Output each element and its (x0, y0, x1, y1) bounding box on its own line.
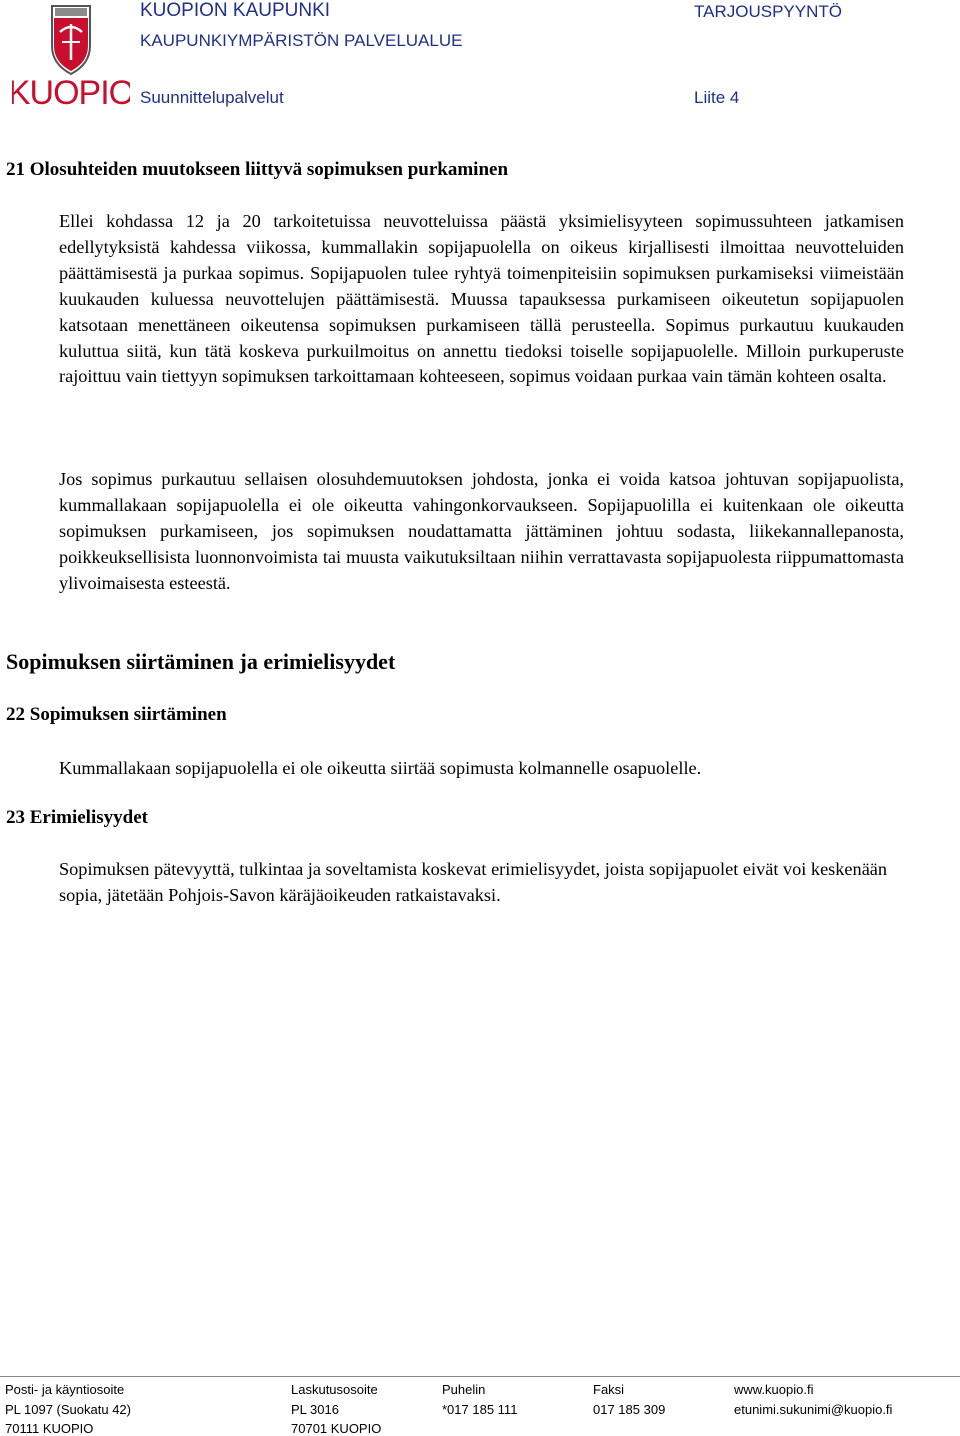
organization-name: KUOPION KAUPUNKI (140, 0, 331, 21)
section-23-heading: 23 Erimielisyydet (6, 807, 148, 828)
section-22-heading: 22 Sopimuksen siirtäminen (6, 704, 227, 725)
footer-fax-number: 017 185 309 (593, 1402, 666, 1417)
section-21-paragraph-1: Ellei kohdassa 12 ja 20 tarkoitetuissa neuvotteluissa päästä yksimielisyyteen sopimussuhteen jatkamisen edellytyksistä kahdessa viikossa, kummallakin sopijapuolella on oikeus kirjallisesti ilmoittaa neuvotteluiden päättämisestä ja purkaa sopimus. Sopijapuolen tulee ryhtyä toimenpiteisiin sopimuksen purkamiseksi viimeistään kuukauden kuluessa neuvottelujen päättämisestä. Muussa tapauksessa purkamiseen oikeutetun sopijapuolen katsotaan menettäneen oikeutensa sopimuksen purkamiseen tällä perusteella. Sopimus purkautuu kuukauden kuluttua siitä, kun tätä koskeva purkuilmoitus on annettu tiedoksi toiselle sopijapuolelle. Milloin purkuperuste rajoittuu vain tiettyyn sopimuksen tarkoittamaan kohteeseen, sopimus voidaan purkaa vain tämän kohteen osalta. (59, 211, 904, 387)
footer-phone-number: *017 185 111 (442, 1402, 518, 1417)
svg-text:KUOPIO: KUOPIO (12, 74, 130, 112)
main-heading: Sopimuksen siirtäminen ja erimielisyydet (6, 649, 396, 674)
department-name: KAUPUNKIYMPÄRISTÖN PALVELUALUE (140, 31, 463, 50)
footer-billing-label: Laskutusosoite (291, 1382, 378, 1397)
document-type: TARJOUSPYYNTÖ (694, 2, 842, 21)
kuopio-logo (12, 4, 130, 112)
footer-phone-label: Puhelin (442, 1382, 486, 1397)
kuopio-coat-of-arms-icon (12, 4, 130, 112)
section-23-paragraph: Sopimuksen pätevyyttä, tulkintaa ja soveltamista koskevat erimielisyydet, joista sopijapuolet eivät voi keskenään sopia, jätetään Pohjois-Savon käräjäoikeuden ratkaistavaksi. (59, 859, 888, 905)
footer-postal-label: Posti- ja käyntiosoite (5, 1382, 125, 1397)
footer-email-link[interactable]: etunimi.sukunimi@kuopio.fi (734, 1402, 893, 1417)
footer-website-link[interactable]: www.kuopio.fi (734, 1382, 814, 1397)
attachment-label: Liite 4 (694, 88, 740, 107)
unit-name: Suunnittelupalvelut (140, 88, 284, 107)
footer-postal-line1: PL 1097 (Suokatu 42) (5, 1402, 131, 1417)
footer-postal-line2: 70111 KUOPIO (5, 1421, 94, 1436)
section-21-paragraph-2: Jos sopimus purkautuu sellaisen olosuhdemuutoksen johdosta, jonka ei voida katsoa johtuvan sopijapuolista, kummallakaan sopijapuolella ei ole oikeutta vahingonkorvaukseen. Sopijapuolilla ei kuitenkaan ole oikeutta sopimuksen purkamiseen, jos sopimuksen noudattamatta jättäminen johtuu sodasta, liikekannallepanosta, poikkeuksellisista luonnonvoimista tai muusta vaikutuksiltaan niihin verrattavasta sopijapuolesta riippumattomasta ylivoimaisesta esteestä. (59, 469, 904, 593)
footer-divider (0, 1376, 960, 1377)
footer-billing-line2: 70701 KUOPIO (291, 1421, 382, 1436)
footer-billing-line1: PL 3016 (291, 1402, 339, 1417)
footer-fax-label: Faksi (593, 1382, 625, 1397)
section-21-heading: 21 Olosuhteiden muutokseen liittyvä sopimuksen purkaminen (6, 159, 509, 180)
section-22-paragraph: Kummallakaan sopijapuolella ei ole oikeutta siirtää sopimusta kolmannelle osapuolelle. (59, 758, 702, 778)
